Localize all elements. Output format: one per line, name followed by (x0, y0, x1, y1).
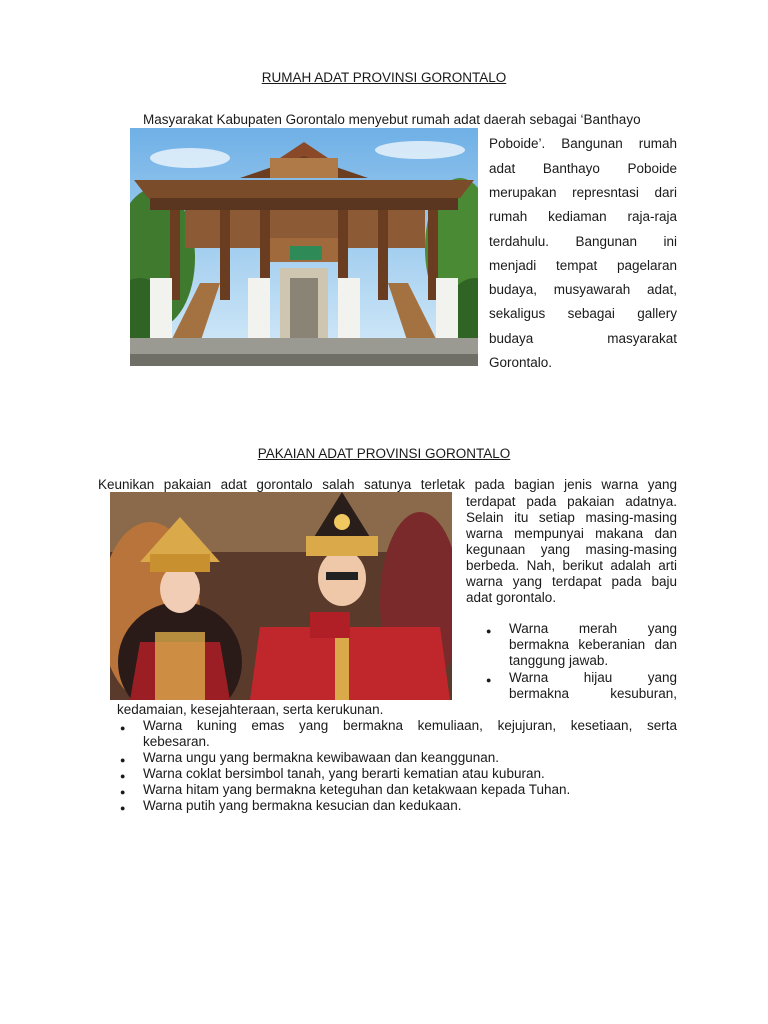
pakaian-text-line-0: Keunikan pakaian adat gorontalo salah satunya terletak pada bagian jenis warna yang (98, 477, 677, 492)
rumah-text-line-0: Masyarakat Kabupaten Gorontalo menyebut rumah adat daerah sebagai ‘Banthayo (143, 112, 641, 127)
bullet-dot: ● (486, 626, 492, 636)
rumah-text-line-3: merupakan represntasi dari (489, 185, 677, 200)
bullet-dot: ● (120, 803, 126, 813)
bullet-0-line-0: Warna kuning emas yang bermakna kemuliaan, kejujuran, kesetiaan, serta (143, 718, 677, 733)
pakaian-text-line-4: kegunaan yang masing-masing (466, 542, 677, 557)
side-bullet-0-line-2: tanggung jawab. (509, 653, 609, 668)
bullet-dot: ● (486, 675, 492, 685)
costume-photo (110, 492, 452, 700)
rumah-text-line-8: sekaligus sebagai gallery (489, 306, 677, 321)
side-bullet-1-line-0: Warna hijau yang (509, 670, 677, 685)
pakaian-text-line-2: Selain itu setiap masing-masing (466, 510, 677, 525)
pakaian-title: PAKAIAN ADAT PROVINSI GORONTALO (257, 446, 511, 461)
bullet-dot: ● (120, 755, 126, 765)
rumah-text-line-10: Gorontalo. (489, 355, 553, 370)
side-bullet-0-line-0: Warna merah yang (509, 621, 677, 636)
pakaian-text-line-3: warna mempunyai makana dan (466, 526, 677, 541)
pakaian-text-line-1: terdapat pada pakaian adatnya. (466, 494, 677, 509)
pakaian-text-line-7: adat gorontalo. (466, 590, 557, 605)
side-bullet-1-line-1: bermakna kesuburan, (509, 686, 677, 701)
bullet-4: Warna putih yang bermakna kesucian dan kedukaan. (143, 798, 462, 813)
bullet-dot: ● (120, 771, 126, 781)
pakaian-text-line-5: berbeda. Nah, berikut adalah arti (466, 558, 677, 573)
bullet-dot: ● (120, 723, 126, 733)
pakaian-text-line-6: warna yang terdapat pada baju (466, 574, 677, 589)
bullet-2: Warna coklat bersimbol tanah, yang berarti kematian atau kuburan. (143, 766, 545, 781)
rumah-text-line-4: rumah kediaman raja-raja (489, 209, 677, 224)
bullet-0-line-1: kebesaran. (143, 734, 210, 749)
rumah-text-line-6: menjadi tempat pagelaran (489, 258, 677, 273)
rumah-text-line-1: Poboide’. Bangunan rumah (489, 136, 677, 151)
rumah-text-line-5: terdahulu. Bangunan ini (489, 234, 677, 249)
bullet-1: Warna ungu yang bermakna kewibawaan dan keanggunan. (143, 750, 499, 765)
side-bullet-1-continuation: kedamaian, kesejahteraan, serta kerukunan. (117, 702, 384, 717)
rumah-title: RUMAH ADAT PROVINSI GORONTALO (261, 70, 507, 85)
house-photo (130, 128, 478, 366)
side-bullet-0-line-1: bermakna keberanian dan (509, 637, 677, 652)
bullet-dot: ● (120, 787, 126, 797)
rumah-text-line-2: adat Banthayo Poboide (489, 161, 677, 176)
bullet-3: Warna hitam yang bermakna keteguhan dan ketakwaan kepada Tuhan. (143, 782, 571, 797)
rumah-text-line-9: budaya masyarakat (489, 331, 677, 346)
rumah-text-line-7: budaya, musyawarah adat, (489, 282, 677, 297)
